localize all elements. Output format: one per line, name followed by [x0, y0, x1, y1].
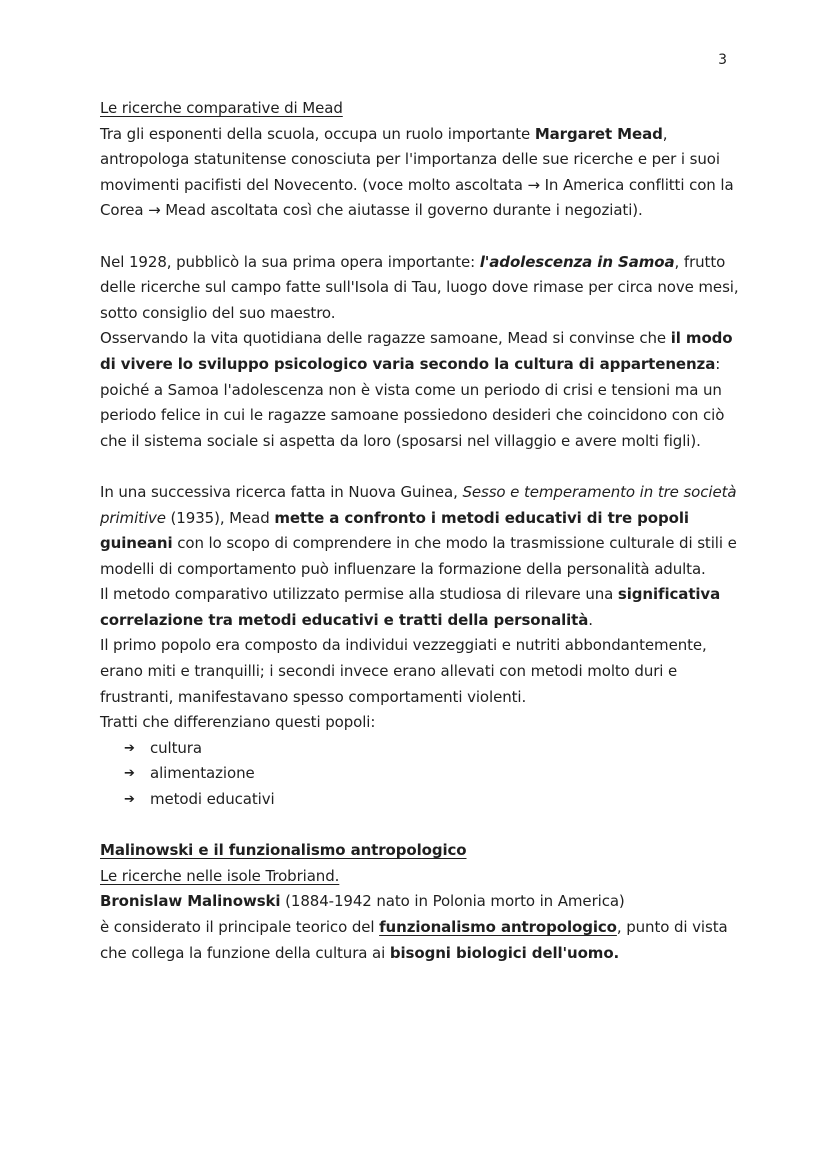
paragraph-traits-intro: Tratti che differenziano questi popoli: [100, 713, 376, 732]
section-title-malinowski: Malinowski e il funzionalismo antropologico [100, 841, 467, 860]
document-body [100, 96, 740, 966]
paragraph-new-guinea: In una successiva ricerca fatta in Nuova Guinea, Sesso e temperamento in tre società primitive (1935), Mead mette a confronto i metodi educativi di tre popoli guineani con lo scopo di comprendere in che modo la trasmissione culturale di stili e modelli di comportamento può influenzare la formazione della personalità adulta. [100, 482, 737, 578]
arrow-right-icon: ➔ [124, 740, 135, 756]
page-number: 3 [718, 52, 727, 68]
list-item: ➔ alimentazione [124, 761, 740, 787]
paragraph-malinowski-bio: Bronislaw Malinowski (1884-1942 nato in Polonia morto in America) [100, 892, 625, 911]
paragraph-mead-intro: Tra gli esponenti della scuola, occupa un ruolo importante Margaret Mead, antropologa statunitense conosciuta per l'importanza delle sue ricerche e per i suoi movimenti pacifisti del Novecento. (voce molto ascoltata → In America conflitti con la Corea → Mead ascoltata così che aiutasse il governo durante i negoziati). [100, 124, 734, 220]
paragraph-samoa-observations: Osservando la vita quotidiana delle ragazze samoane, Mead si convinse che il modo di vivere lo sviluppo psicologico varia secondo la cultura di appartenenza: poiché a Samoa l'adolescenza non è vista come un periodo di crisi e tensioni ma un periodo felice in cui le ragazze samoane possiedono desideri che coincidono con ciò che il sistema sociale si aspetta da loro (sposarsi nel villaggio e avere molti figli). [100, 329, 733, 450]
arrow-right-icon: ➔ [124, 766, 135, 782]
section-subtitle-trobriand: Le ricerche nelle isole Trobriand. [100, 866, 340, 885]
traits-list [100, 736, 740, 813]
arrow-right-icon: ➔ [124, 792, 135, 808]
list-item: ➔ cultura [124, 736, 740, 762]
paragraph-comparative-method: Il metodo comparativo utilizzato permise alla studiosa di rilevare una significativa correlazione tra metodi educativi e tratti della personalità. [100, 585, 721, 629]
paragraph-samoa: Nel 1928, pubblicò la sua prima opera importante: l'adolescenza in Samoa, frutto delle ricerche sul campo fatte sull'Isola di Tau, luogo dove rimase per circa nove mesi, sotto consiglio del suo maestro. [100, 252, 739, 322]
list-item: ➔ metodi educativi [124, 787, 740, 813]
paragraph-functionalism: è considerato il principale teorico del funzionalismo antropologico, punto di vista che collega la funzione della cultura ai bisogni biologici dell'uomo. [100, 918, 728, 962]
paragraph-peoples: Il primo popolo era composto da individui vezzeggiati e nutriti abbondantemente, erano miti e tranquilli; i secondi invece erano allevati con metodi molto duri e frustranti, manifestavano spesso comportamenti violenti. [100, 636, 707, 706]
section-heading-mead: Le ricerche comparative di Mead [100, 99, 343, 117]
